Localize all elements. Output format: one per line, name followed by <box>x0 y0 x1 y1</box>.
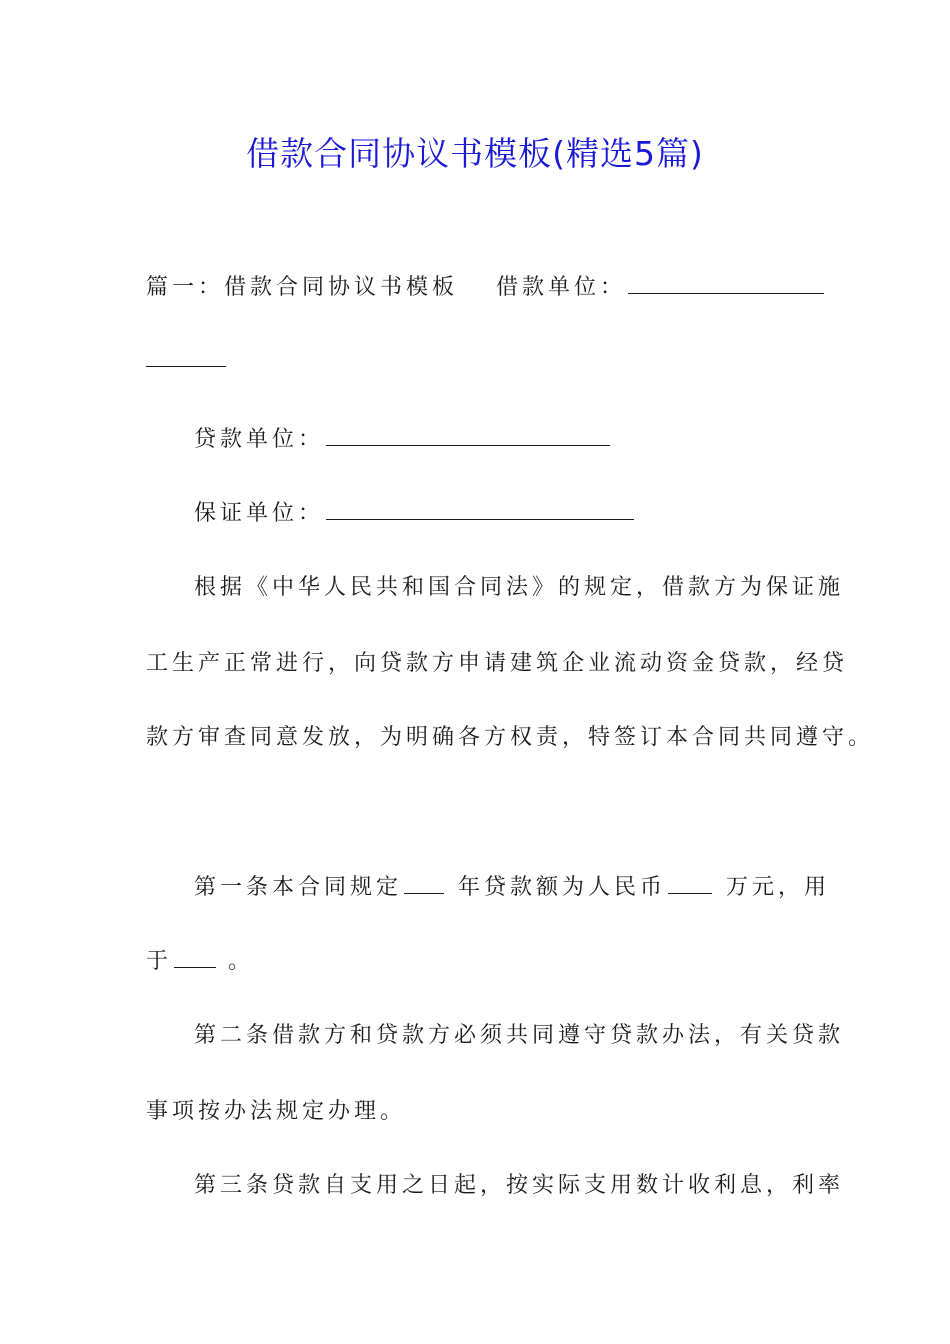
article-1-part-d: 于 <box>146 949 173 974</box>
article-1-purpose-blank <box>174 947 216 968</box>
heading-line <box>146 270 826 301</box>
intro-line-1: 根据《中华人民共和国合同法》的规定，借款方为保证施 <box>194 575 845 600</box>
lender-line <box>194 422 612 453</box>
guarantor-line <box>194 496 636 527</box>
article-3-line-1: 第三条贷款自支用之日起，按实际支用数计收利息，利率 <box>194 1173 845 1198</box>
article-1-part-e: 。 <box>228 949 255 974</box>
article-1-part-a: 第一条本合同规定 <box>194 875 403 900</box>
borrower-blank <box>628 273 824 294</box>
article-1-year-blank <box>404 873 444 894</box>
intro-line-2: 工生产正常进行，向贷款方申请建筑企业流动资金贷款，经贷 <box>146 651 849 676</box>
article-1-part-c: 万元，用 <box>726 875 831 900</box>
lender-blank <box>326 425 610 446</box>
document-title: 借款合同协议书模板(精选5篇) <box>246 134 704 173</box>
borrower-label: 借款单位： <box>496 275 627 300</box>
section-heading: 篇一：借款合同协议书模板 <box>146 275 459 300</box>
article-2-line-1: 第二条借款方和贷款方必须共同遵守贷款办法，有关贷款 <box>194 1023 845 1048</box>
article-1-part-b: 年贷款额为人民币 <box>458 875 667 900</box>
guarantor-blank <box>326 499 634 520</box>
guarantor-label: 保证单位： <box>194 501 325 526</box>
intro-line-3: 款方审查同意发放，为明确各方权责，特签订本合同共同遵守。 <box>146 725 875 750</box>
article-2-line-2: 事项按办法规定办理。 <box>146 1099 407 1124</box>
article-1-amount-blank <box>668 873 712 894</box>
borrower-blank-continued-line <box>146 346 226 373</box>
article-1-line-2 <box>146 944 254 975</box>
borrower-blank-continued <box>146 346 226 367</box>
article-1-line-1 <box>194 870 830 901</box>
lender-label: 贷款单位： <box>194 427 325 452</box>
